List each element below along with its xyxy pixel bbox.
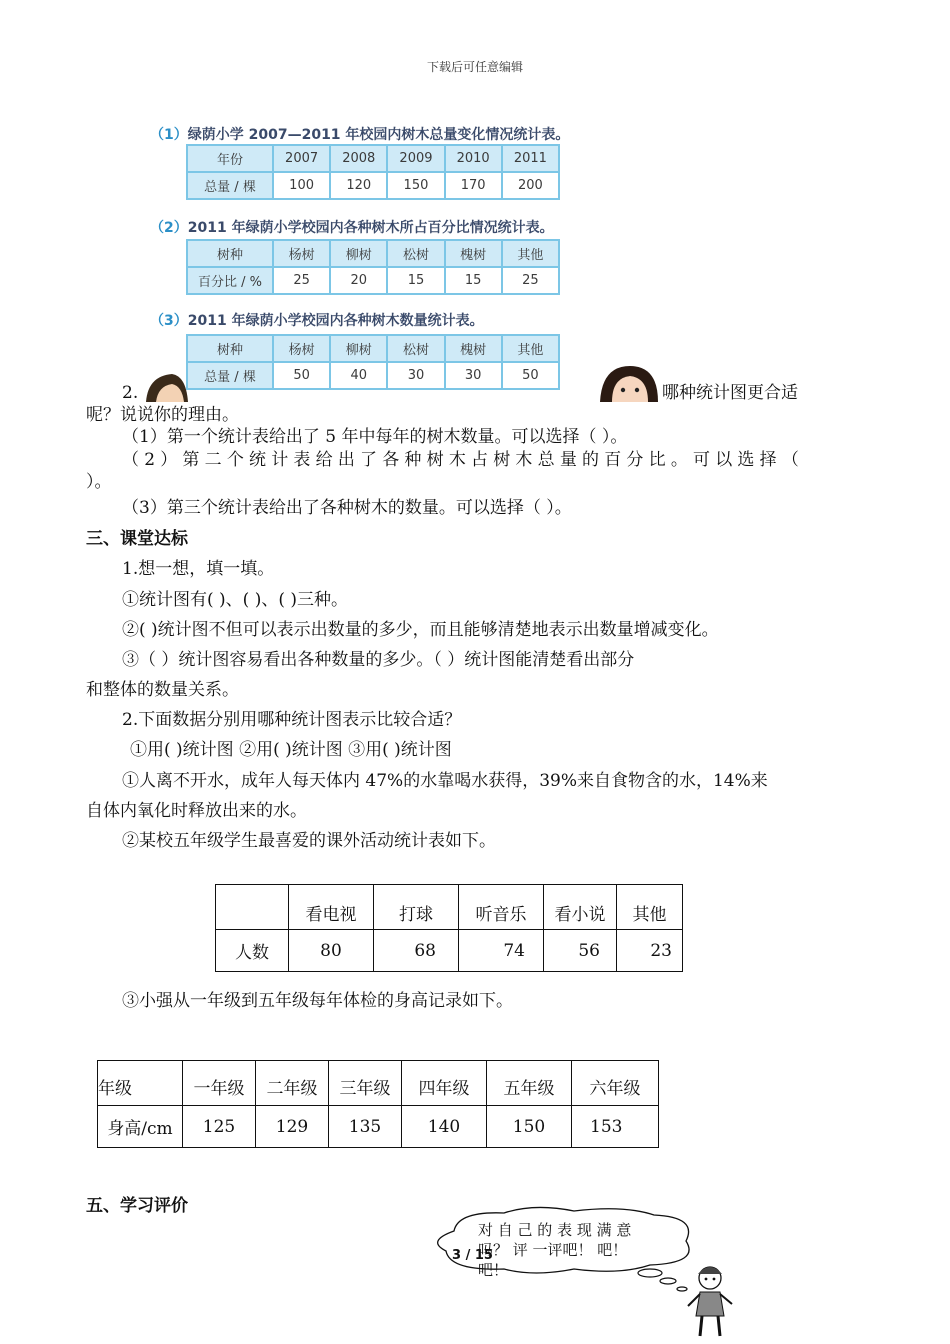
tree-count-table: 树种 杨树 柳树 松树 槐树 其他 总量 / 棵 50 40 30 30 50 [186,334,560,390]
q2-line2: 呢？说说你的理由。 [86,405,239,425]
kid-cartoon-icon [686,1262,734,1340]
s3-p4: ③（ ）统计图容易看出各种数量的多少。（ ）统计图能清楚看出部分 [122,650,635,670]
q2-tail: 哪种统计图更合适 [662,383,798,403]
header-note: 下载后可任意编辑 [426,60,523,74]
s3-p6: ①用( )统计图 ②用( )统计图 ③用( )统计图 [130,740,452,760]
q2-sub3: （3）第三个统计表给出了各种树木的数量。可以选择（ ）。 [122,498,572,518]
section3-title: 三、课堂达标 [86,529,188,549]
tree-total-table: 年份 2007 2008 2009 2010 2011 总量 / 棵 100 120 150 170 200 [186,144,560,200]
s3-p9: ③小强从一年级到五年级每年体检的身高记录如下。 [122,991,513,1011]
bubble-line1: 对 自 己 的 表 现 满 意 [478,1221,632,1239]
q2-number: 2. [122,383,139,403]
s3-p8: ②某校五年级学生最喜爱的课外活动统计表如下。 [122,831,496,851]
table1-caption: （1）绿荫小学 2007—2011 年校园内树木总量变化情况统计表。 [150,127,570,143]
s3-p7b: 自体内氧化时释放出来的水。 [86,801,307,821]
textbook-figure [150,120,650,402]
height-table: 年级 一年级 二年级 三年级 四年级 五年级 六年级 身高/cm 125 129 135 140 150 153 [97,1060,659,1148]
s3-p2: ①统计图有( )、( )、( )三种。 [122,590,349,610]
tree-percent-table: 树种 杨树 柳树 松树 槐树 其他 百分比 / % 25 20 15 15 25 [186,239,560,295]
s3-p7: ①人离不开水，成年人每天体内 47%的水靠喝水获得，39%来自食物含的水，14%来 [122,771,768,791]
s3-p4b: 和整体的数量关系。 [86,680,239,700]
page-number: 3 / 15 [452,1248,493,1263]
table3-caption: （3）2011 年绿荫小学校园内各种树木数量统计表。 [150,313,484,329]
s3-p3: ②( )统计图不但可以表示出数量的多少，而且能够清楚地表示出数量增减变化。 [122,620,719,640]
s3-p5: 2.下面数据分别用哪种统计图表示比较合适？ [122,710,462,730]
bubble-line2: 吗？ 评 一评吧！ 吧！ [478,1241,628,1259]
section5-title: 五、学习评价 [86,1196,188,1216]
q2-sub1: （1）第一个统计表给出了 5 年中每年的树木数量。可以选择（ ）。 [122,427,628,447]
s3-p1: 1.想一想，填一填。 [122,559,275,579]
boy-cartoon-icon [142,372,190,402]
girl-cartoon-icon [598,364,660,402]
q2-sub2-end: ）。 [86,472,112,492]
bubble-line3: 吧！ [478,1261,509,1279]
activity-table: 看电视 打球 听音乐 看小说 其他 人数 80 68 74 56 23 [215,884,683,972]
q2-sub2: （2）第二个统计表给出了各种树木占树木总量的百分比。可以选择（ [122,450,805,470]
table2-caption: （2）2011 年绿荫小学校园内各种树木所占百分比情况统计表。 [150,220,554,236]
